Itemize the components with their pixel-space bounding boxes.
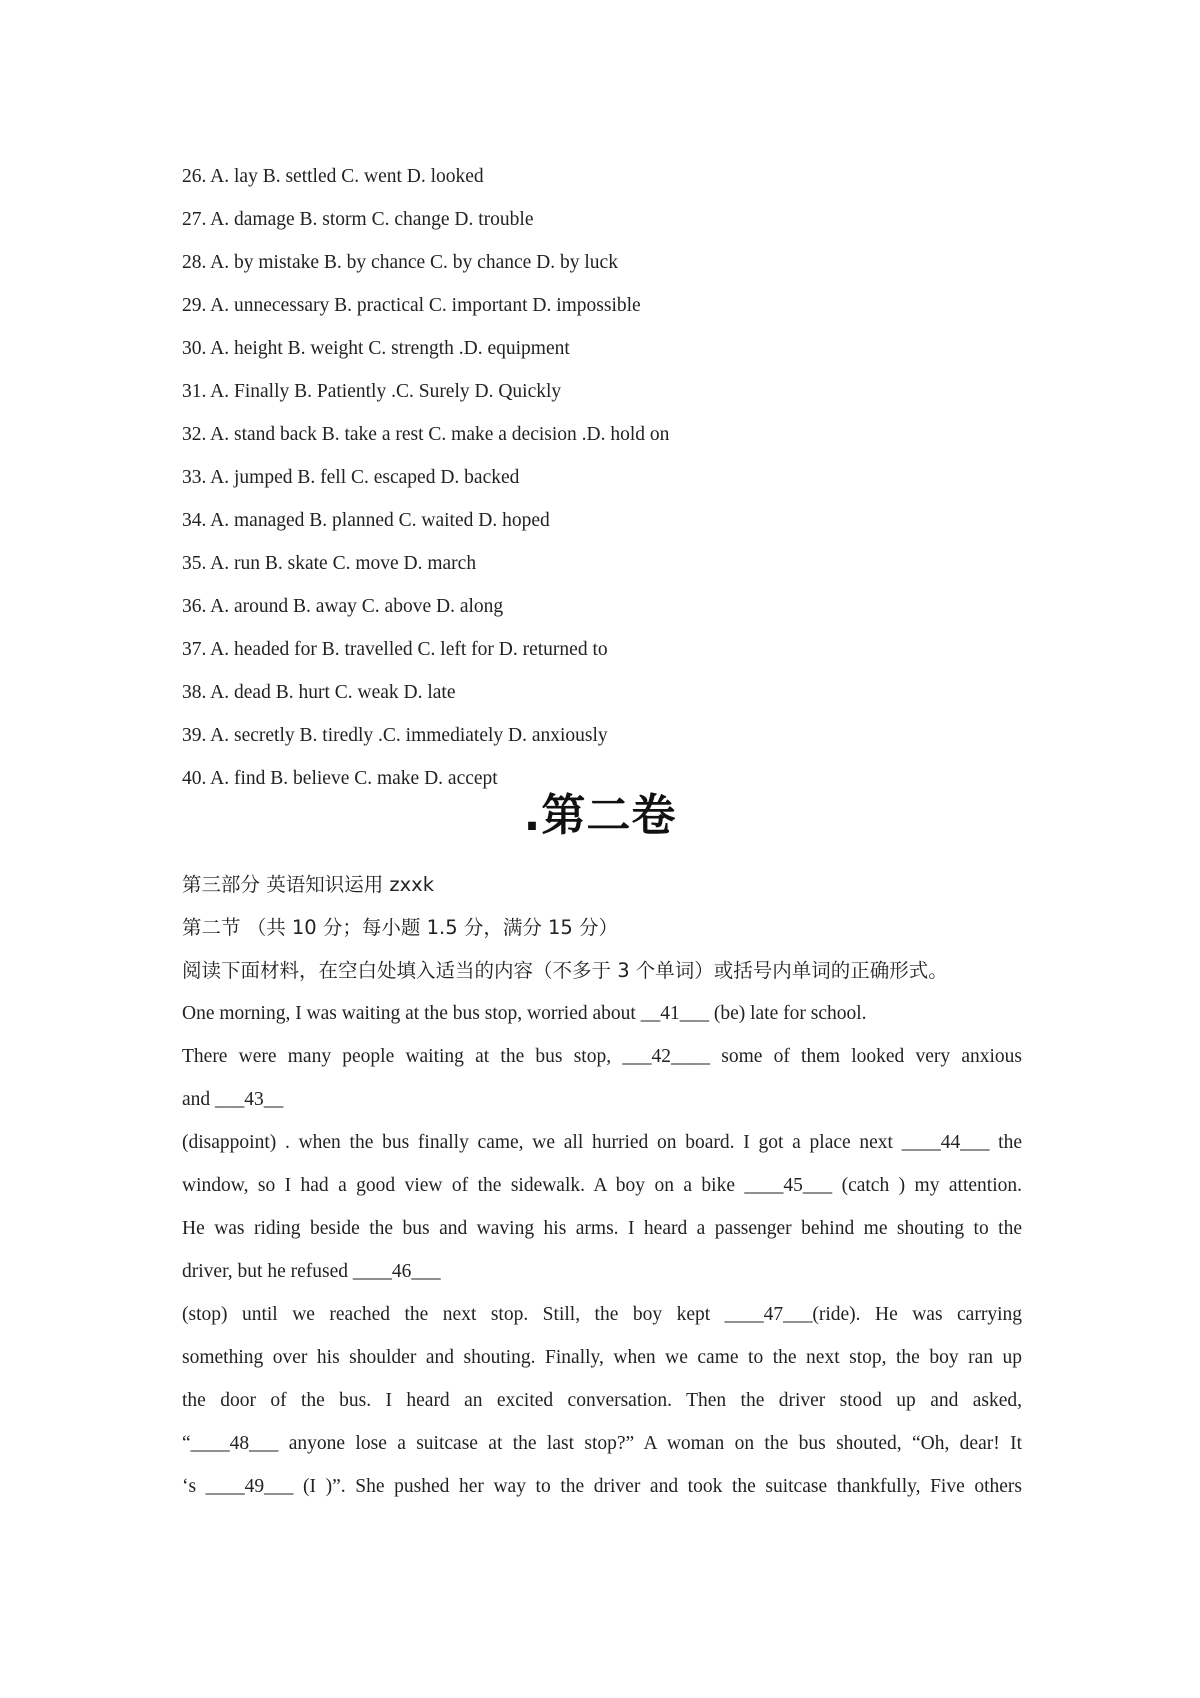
option-line-26: 26. A. lay B. settled C. went D. looked: [182, 166, 484, 187]
instructions: 阅读下面材料，在空白处填入适当的内容（不多于 3 个单词）或括号内单词的正确形式。: [182, 959, 948, 982]
option-line-29: 29. A. unnecessary B. practical C. important D. impossible: [182, 295, 641, 316]
option-line-36: 36. A. around B. away C. above D. along: [182, 596, 504, 617]
option-line-38: 38. A. dead B. hurt C. weak D. late: [182, 682, 456, 703]
option-line-32: 32. A. stand back B. take a rest C. make a decision .D. hold on: [182, 424, 670, 445]
option-line-27: 27. A. damage B. storm C. change D. trouble: [182, 209, 534, 230]
option-line-33: 33. A. jumped B. fell C. escaped D. backed: [182, 467, 520, 488]
option-line-39: 39. A. secretly B. tiredly .C. immediately D. anxiously: [182, 725, 608, 746]
passage-line-10: the door of the bus. I heard an excited conversation. Then the driver stood up and asked,: [182, 1390, 1022, 1411]
option-line-37: 37. A. headed for B. travelled C. left for D. returned to: [182, 639, 608, 660]
passage-line-2: There were many people waiting at the bus stop, ___42____ some of them looked very anxious: [182, 1046, 1022, 1067]
passage-line-1: One morning, I was waiting at the bus stop, worried about __41___ (be) late for school.: [182, 1003, 867, 1024]
option-line-40: 40. A. find B. believe C. make D. accept: [182, 768, 498, 789]
passage-line-5: window, so I had a good view of the sidewalk. A boy on a bike ____45___ (catch ) my attention.: [182, 1175, 1022, 1196]
passage-line-7: driver, but he refused ____46___: [182, 1261, 441, 1282]
option-line-35: 35. A. run B. skate C. move D. march: [182, 553, 477, 574]
part-heading: 第三部分 英语知识运用 zxxk: [182, 873, 435, 896]
option-line-30: 30. A. height B. weight C. strength .D. equipment: [182, 338, 570, 359]
option-line-34: 34. A. managed B. planned C. waited D. hoped: [182, 510, 550, 531]
option-line-31: 31. A. Finally B. Patiently .C. Surely D. Quickly: [182, 381, 562, 402]
passage-line-12: ‘s ____49___ (I )”. She pushed her way to the driver and took the suitcase thankfully, Five others: [182, 1476, 1022, 1497]
option-line-28: 28. A. by mistake B. by chance C. by chance D. by luck: [182, 252, 618, 273]
passage-line-8: (stop) until we reached the next stop. Still, the boy kept ____47___(ride). He was carrying: [182, 1304, 1022, 1325]
passage-line-9: something over his shoulder and shouting. Finally, when we came to the next stop, the boy ran up: [182, 1347, 1022, 1368]
passage-line-4: (disappoint) . when the bus finally came, we all hurried on board. I got a place next ____44___ the: [182, 1132, 1022, 1153]
passage-line-11: “____48___ anyone lose a suitcase at the last stop?” A woman on the bus shouted, “Oh, dear! It: [182, 1433, 1022, 1454]
section-title: .第二卷: [523, 790, 677, 841]
passage-line-3: and ___43__: [182, 1089, 284, 1110]
passage-line-6: He was riding beside the bus and waving his arms. I heard a passenger behind me shouting to the: [182, 1218, 1022, 1239]
section-heading: 第二节 （共 10 分；每小题 1.5 分，满分 15 分）: [182, 916, 619, 939]
